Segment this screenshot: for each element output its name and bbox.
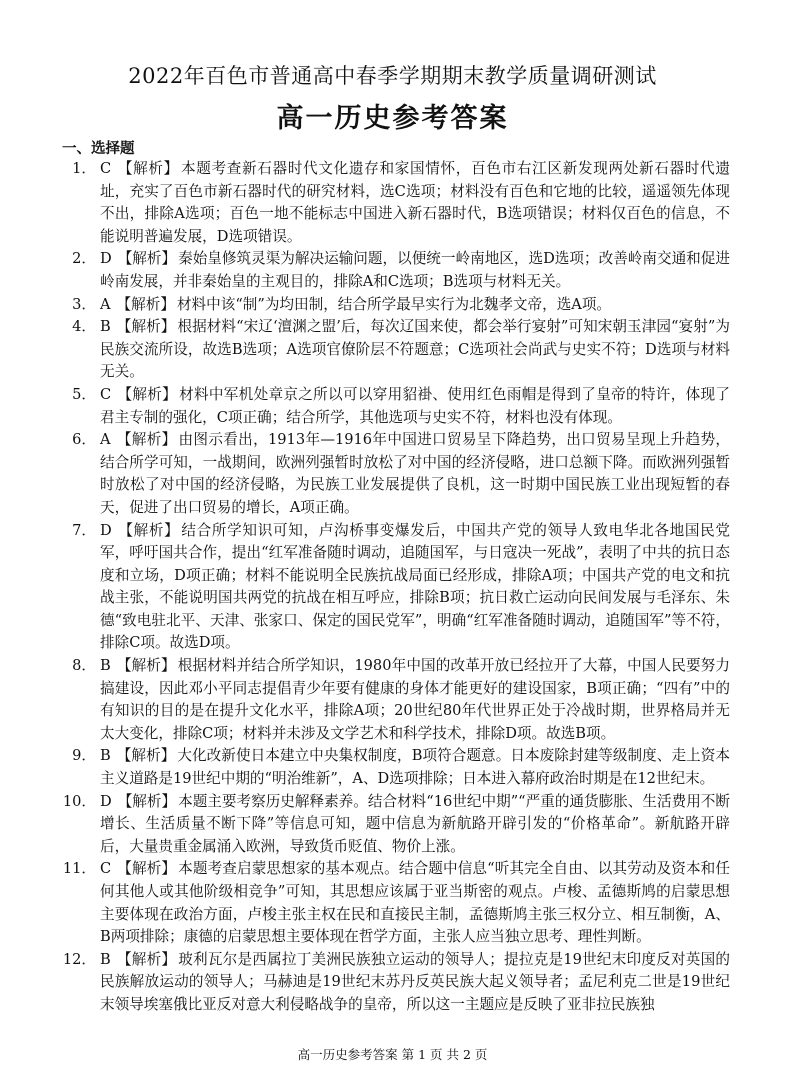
analysis-tag: 【解析】	[117, 160, 179, 177]
answer-key: A	[100, 295, 111, 313]
analysis-text: 结合所学知识可知，卢沟桥事变爆发后，中国共产党的领导人致电华北各地国民党军，呼吁国共合作，提出“红军准备随时调动，追随国军，与日寇决一死战”，表明了中共的抗日态度和立场，D项正确；材料不能说明全民族抗战局面已经形成，排除A项；中国共产党的电文和抗战主张，不能说明国共两党的抗战在相互呼应，排除B项；抗日救亡运动向民间发展与毛泽东、朱德“致电驻北平、天津、张家口、保定的国民党军”，明确“红军准备随时调动，追随国军”等不符，排除C项。故选D项。	[100, 521, 730, 652]
answer-key: B	[100, 318, 111, 336]
answer-key: C	[100, 160, 112, 177]
question-number: 10．	[62, 792, 96, 810]
question-number: 9．	[72, 747, 96, 765]
analysis-text: 玻利瓦尔是西属拉丁美洲民族独立运动的领导人；提拉克是19世纪末印度反对英国的民族解放运动的领导人；马赫迪是19世纪末苏丹反英民族大起义领导者；孟尼利克二世是19世纪末领导埃塞俄比亚反对意大利侵略战争的皇帝，所以这一主题应是反映了亚非拉民族独	[100, 950, 730, 1013]
section-heading: 一、选择题	[62, 141, 135, 157]
analysis-text: 材料中该“制”为均田制，结合所学最早实行为北魏孝文帝，选A项。	[176, 295, 612, 313]
answer-key: D	[100, 250, 112, 268]
analysis-tag: 【解析】	[117, 860, 177, 878]
answer-item	[62, 158, 730, 248]
answer-item	[62, 858, 730, 948]
answer-item	[62, 791, 730, 859]
analysis-text: 本题主要考察历史解释素养。结合材料“16世纪中期”“严重的通货膨胀、生活费用不断增长、生活质量不断下降”等信息可知，题中信息为新航路开辟引发的“价格革命”。新航路开辟后，大量贵重金属涌入欧洲，导致货币贬值、物价上涨。	[100, 792, 730, 855]
analysis-text: 材料中军机处章京之所以可以穿用貂褂、使用红色雨帽是得到了皇帝的特许，体现了君主专制的强化，C项正确；结合所学，其他选项与史实不符，材料也没有体现。	[100, 385, 730, 426]
question-number: 11．	[62, 860, 96, 878]
analysis-tag: 【解析】	[116, 295, 175, 313]
question-number: 1．	[72, 160, 96, 177]
answer-item	[62, 294, 730, 317]
analysis-text: 由图示看出，1913年—1916年中国进口贸易呈下降趋势，出口贸易呈现上升趋势，结合所学可知，一战期间，欧洲列强暂时放松了对中国的经济侵略，进口总额下降。而欧洲列强暂时放松了对中国的经济侵略，为民族工业发展提供了良机，这一时期中国民族工业出现短暂的春天，促进了出口贸易的增长，A项正确。	[100, 431, 730, 516]
answer-item	[62, 949, 730, 1017]
analysis-tag: 【解析】	[117, 385, 178, 403]
answer-list	[62, 158, 730, 1017]
answer-key: D	[100, 521, 112, 539]
answer-item	[62, 520, 730, 656]
answer-key: D	[100, 792, 112, 810]
analysis-text: 本题考查启蒙思想家的基本观点。结合题中信息“听其完全自由、以其劳动及资本和任何其他人或其他阶级相竞争”可知，其思想应该属于亚当斯密的观点。卢梭、孟德斯鸠的启蒙思想主要体现在政治方面，卢梭主张主权在民和直接民主制，孟德斯鸠主张三权分立、相互制衡，A、B两项排除；康德的启蒙思想主要体现在哲学方面，主张人应当独立思考、理性判断。	[100, 860, 730, 946]
answer-key: B	[100, 747, 111, 765]
answer-item	[62, 429, 730, 519]
question-number: 4．	[72, 318, 96, 336]
answer-item	[62, 316, 730, 384]
answer-item	[62, 745, 730, 790]
question-number: 8．	[72, 657, 96, 675]
analysis-tag: 【解析】	[116, 318, 176, 336]
analysis-text: 根据材料并结合所学知识，1980年中国的改革开放已经拉开了大幕，中国人民要努力搞建设，因此邓小平同志提倡青少年要有健康的身体才能更好的建设国家，B项正确；“四有”中的有知识的目的是在提升文化水平，排除A项；20世纪80年代世界正处于冷战时期，世界格局并无太大变化，排除C项；材料并未涉及文学艺术和科学技术，排除D项。故选B项。	[100, 657, 730, 742]
answer-key: C	[100, 385, 112, 403]
analysis-tag: 【解析】	[117, 250, 177, 268]
answer-key: A	[100, 431, 111, 449]
question-number: 7．	[72, 521, 96, 539]
analysis-text: 大化改新使日本建立中央集权制度，B项符合题意。日本废除封建等级制度、走上资本主义道路是19世纪中期的“明治维新”，A、D选项排除；日本进入幕府政治时期是在12世纪末。	[100, 747, 730, 788]
analysis-tag: 【解析】	[117, 521, 180, 539]
analysis-tag: 【解析】	[117, 792, 177, 810]
question-number: 3．	[72, 295, 96, 313]
answer-key-title: 高一历史参考答案	[276, 103, 509, 134]
analysis-tag: 【解析】	[116, 657, 176, 675]
question-number: 6．	[72, 431, 96, 449]
answer-item	[62, 384, 730, 429]
question-number: 2．	[72, 250, 96, 268]
analysis-text: 本题考查新石器时代文化遗存和家国情怀，百色市右江区新发现两处新石器时代遗址，充实了百色市新石器时代的研究材料，选C选项；材料没有百色和它地的比较，遥遥领先体现不出，排除A选项；百色一地不能标志中国进入新石器时代，B选项错误；材料仅百色的信息，不能说明普遍发展，D选项错误。	[100, 160, 730, 245]
analysis-tag: 【解析】	[116, 431, 177, 449]
analysis-text: 根据材料“宋辽‘澶渊之盟’后，每次辽国来使，都会举行宴射”可知宋朝玉津园“宴射”为民族交流所设，故选B选项；A选项官僚阶层不符题意；C选项社会尚武与史实不符；D选项与材料无关。	[100, 318, 730, 381]
page-footer: 高一历史参考答案 第 1 页 共 2 页	[297, 1047, 488, 1062]
answer-key: B	[100, 657, 111, 675]
answer-item	[62, 655, 730, 745]
analysis-tag: 【解析】	[116, 747, 176, 765]
answer-key: C	[100, 860, 112, 878]
exam-title: 2022年百色市普通高中春季学期期末教学质量调研测试	[128, 64, 657, 88]
analysis-text: 秦始皇修筑灵渠为解决运输问题，以便统一岭南地区，选D选项；改善岭南交通和促进岭南发展，并非秦始皇的主观目的，排除A和C选项；B选项与材料无关。	[100, 250, 730, 290]
answer-key: B	[100, 950, 111, 968]
analysis-tag: 【解析】	[116, 950, 177, 968]
question-number: 5．	[72, 385, 96, 403]
answer-item	[62, 248, 730, 293]
question-number: 12．	[62, 950, 96, 968]
